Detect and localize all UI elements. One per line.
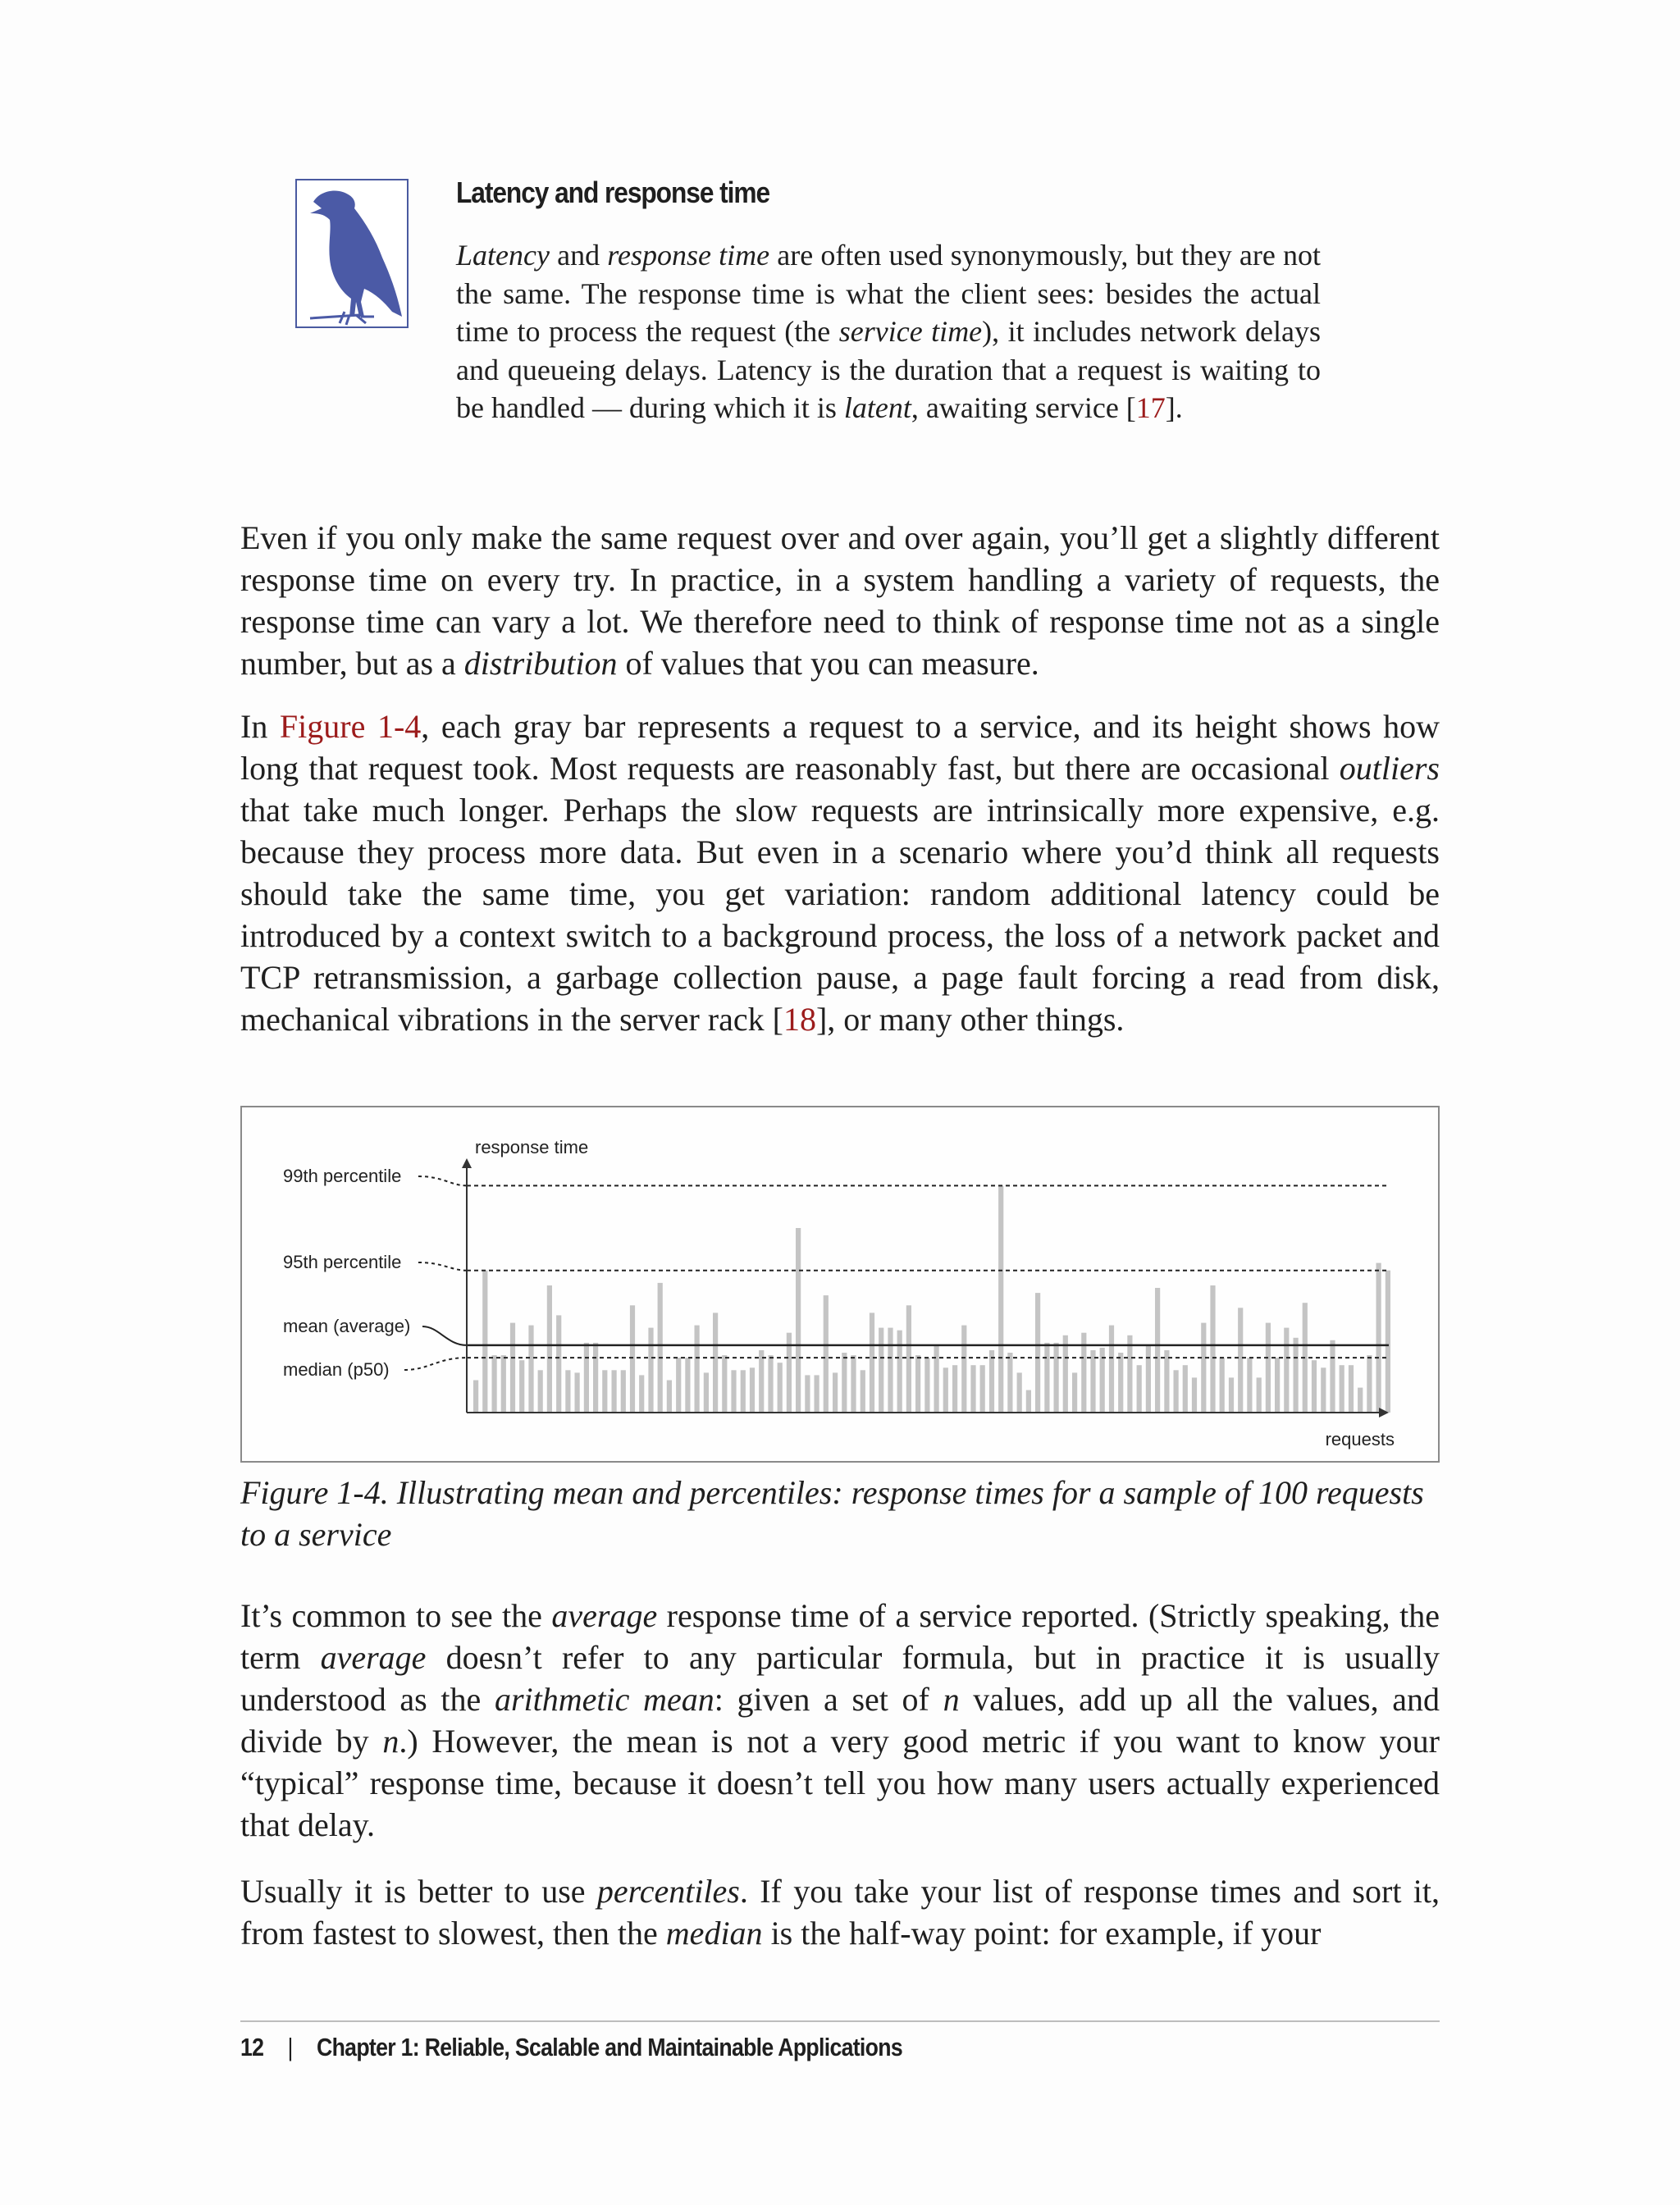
emphasis: n	[943, 1681, 960, 1718]
request-bar	[722, 1355, 727, 1413]
request-bar	[1284, 1328, 1289, 1413]
cross-reference-link[interactable]: 17	[1135, 391, 1166, 424]
request-bar	[815, 1375, 819, 1413]
reference-label: 95th percentile	[283, 1252, 402, 1272]
x-axis-label: requests	[1325, 1429, 1395, 1449]
emphasis: distribution	[463, 645, 618, 682]
request-bar	[695, 1326, 700, 1413]
request-bar	[1257, 1377, 1262, 1413]
request-bar	[473, 1381, 478, 1413]
reference-labels	[283, 1166, 467, 1380]
request-bar	[538, 1370, 543, 1413]
request-bar	[1229, 1377, 1234, 1413]
request-bar	[1127, 1335, 1132, 1413]
request-bar	[584, 1343, 589, 1413]
bars	[473, 1185, 1390, 1413]
request-bar	[888, 1328, 892, 1413]
request-bar	[879, 1328, 883, 1413]
request-bar	[924, 1358, 929, 1413]
reference-lines	[467, 1185, 1389, 1358]
request-bar	[602, 1370, 607, 1413]
request-bar	[851, 1355, 856, 1413]
request-bar	[575, 1372, 580, 1413]
request-bar	[805, 1375, 810, 1413]
label-leader	[418, 1262, 467, 1271]
page-footer	[240, 2033, 902, 2062]
request-bar	[842, 1353, 847, 1413]
note-title: Latency and response time	[456, 176, 770, 209]
request-bar	[1090, 1350, 1095, 1413]
request-bar	[1054, 1343, 1059, 1413]
crow-icon	[295, 179, 409, 328]
emphasis: latent	[843, 391, 911, 424]
emphasis: response time	[607, 239, 770, 272]
request-bar	[1109, 1326, 1114, 1413]
request-bar	[519, 1360, 524, 1413]
y-axis-arrow	[462, 1158, 472, 1168]
request-bar	[639, 1375, 644, 1413]
request-bar	[796, 1228, 801, 1413]
request-bar	[906, 1305, 911, 1413]
request-bar	[1330, 1340, 1335, 1413]
request-bar	[861, 1370, 865, 1413]
request-bar	[1349, 1365, 1354, 1413]
reference-label: 99th percentile	[283, 1166, 402, 1186]
reference-label: mean (average)	[283, 1316, 411, 1336]
paragraph: Usually it is better to use percentiles. If you take your list of response times and sort it, from fastest to slowest, then the median is the half-way point: for example, if your	[240, 1873, 1440, 1952]
paragraph: In Figure 1-4, each gray bar represents a request to a service, and its height shows how long that request took. Most requests are reasonably fast, but there are occasional outliers that take much longer. Perhaps the slow requests are intrinsically more expensive, e.g. because they process more data. But even in a scenario where you’d think all requests should take the same time, you get variation: random additional latency could be introduced by a context switch to a background process, the loss of a network packet and TCP retransmission, a garbage collection pause, a page fault forcing a read from disk, mechanical vibrations in the server rack [18], or many other things.	[240, 708, 1440, 1038]
request-bar	[528, 1326, 533, 1413]
request-bar	[1275, 1358, 1280, 1413]
footer-separator: |	[287, 2033, 293, 2061]
request-bar	[612, 1370, 617, 1413]
request-bar	[1192, 1377, 1197, 1413]
request-bar	[870, 1312, 874, 1413]
request-bar	[621, 1370, 626, 1413]
request-bar	[1321, 1367, 1326, 1413]
request-bar	[980, 1365, 985, 1413]
request-bar	[667, 1381, 672, 1413]
request-bar	[547, 1285, 552, 1413]
request-bar	[1164, 1350, 1169, 1413]
request-bar	[1340, 1365, 1344, 1413]
request-bar	[915, 1355, 920, 1413]
request-bar	[658, 1283, 663, 1413]
request-bar	[943, 1367, 948, 1413]
request-bar	[1312, 1360, 1317, 1413]
note-body: Latency and response time are often used synonymously, but they are not the same. The response time is what the client sees: besides the actual time to process the request (the service time), it includes network delays and queueing delays. Latency is the duration that a request is waiting to be handled — during which it is latent, awaiting service [17].	[456, 239, 1322, 424]
response-time-chart	[242, 1107, 1441, 1464]
footer-divider	[240, 2020, 1440, 2022]
request-bar	[492, 1355, 497, 1413]
label-leader	[418, 1176, 467, 1185]
request-bar	[713, 1312, 718, 1413]
request-bar	[593, 1343, 598, 1413]
emphasis: percentiles	[596, 1873, 740, 1910]
request-bar	[1358, 1388, 1363, 1413]
request-bar	[1007, 1353, 1012, 1413]
request-bar	[1386, 1271, 1390, 1413]
request-bar	[1210, 1285, 1215, 1413]
request-bar	[1155, 1288, 1160, 1413]
label-leader	[422, 1326, 467, 1345]
emphasis: outliers	[1339, 750, 1440, 787]
request-bar	[1044, 1343, 1049, 1413]
request-bar	[556, 1315, 561, 1413]
request-bar	[1220, 1358, 1225, 1413]
request-bar	[768, 1355, 773, 1413]
request-bar	[704, 1372, 709, 1413]
paragraph: It’s common to see the average response time of a service reported. (Strictly speaking, the term average doesn’t refer to any particular formula, but in practice it is usually understood as the arithmetic mean: given a set of n values, add up all the values, and divide by n.) However, the mean is not a very good metric if you want to know your “typical” response time, because it doesn’t tell you how many users actually experienced that delay.	[240, 1597, 1440, 1843]
request-bar	[1238, 1308, 1243, 1413]
request-bar	[1174, 1370, 1179, 1413]
emphasis: arithmetic mean	[494, 1681, 714, 1718]
request-bar	[501, 1355, 506, 1413]
request-bar	[676, 1358, 681, 1413]
emphasis: Latency	[456, 239, 550, 272]
request-bar	[989, 1350, 994, 1413]
request-bar	[1376, 1263, 1381, 1413]
request-bar	[970, 1365, 975, 1413]
request-bar	[1266, 1323, 1271, 1413]
paragraph: Even if you only make the same request over and over again, you’ll get a slightly different response time on every try. In practice, in a system handling a variety of requests, the response time can vary a lot. We therefore need to think of response time not as a single number, but as a distribution of values that you can measure.	[240, 519, 1440, 682]
request-bar	[1017, 1372, 1022, 1413]
request-bar	[1183, 1365, 1188, 1413]
figure-caption: Figure 1-4. Illustrating mean and percentiles: response times for a sample of 100 requests to a service	[240, 1474, 1424, 1553]
request-bar	[685, 1358, 690, 1413]
request-bar	[778, 1363, 783, 1413]
request-bar	[1035, 1293, 1040, 1413]
request-bar	[741, 1370, 746, 1413]
label-leader	[404, 1358, 467, 1370]
emphasis: average	[320, 1639, 427, 1676]
request-bar	[750, 1367, 755, 1413]
emphasis: n	[382, 1723, 399, 1760]
y-axis-label: response time	[475, 1137, 589, 1157]
figure-frame	[240, 1106, 1440, 1463]
emphasis: service time	[838, 315, 983, 348]
request-bar	[510, 1323, 515, 1413]
cross-reference-link[interactable]: 18	[783, 1001, 816, 1038]
reference-label: median (p50)	[283, 1359, 390, 1380]
emphasis: average	[551, 1597, 658, 1634]
emphasis: median	[665, 1915, 763, 1952]
request-bar	[961, 1326, 966, 1413]
request-bar	[1118, 1353, 1123, 1413]
request-bar	[1026, 1390, 1031, 1413]
chapter-title: Chapter 1: Reliable, Scalable and Maintainable Applications	[317, 2033, 902, 2061]
request-bar	[1201, 1323, 1206, 1413]
request-bar	[1072, 1372, 1077, 1413]
request-bar	[952, 1365, 957, 1413]
request-bar	[1247, 1358, 1252, 1413]
request-bar	[1146, 1345, 1151, 1413]
request-bar	[998, 1185, 1003, 1413]
request-bar	[833, 1372, 838, 1413]
request-bar	[824, 1295, 829, 1413]
request-bar	[731, 1370, 736, 1413]
request-bar	[1063, 1335, 1068, 1413]
request-bar	[1294, 1338, 1299, 1413]
request-bar	[648, 1328, 653, 1413]
request-bar	[759, 1350, 764, 1413]
request-bar	[1137, 1365, 1142, 1413]
request-bar	[1367, 1355, 1372, 1413]
request-bar	[897, 1331, 902, 1413]
request-bar	[482, 1271, 487, 1413]
page-number: 12	[240, 2033, 264, 2061]
cross-reference-link[interactable]: Figure 1-4	[279, 708, 422, 745]
request-bar	[630, 1305, 635, 1413]
request-bar	[565, 1370, 570, 1413]
request-bar	[934, 1345, 939, 1413]
